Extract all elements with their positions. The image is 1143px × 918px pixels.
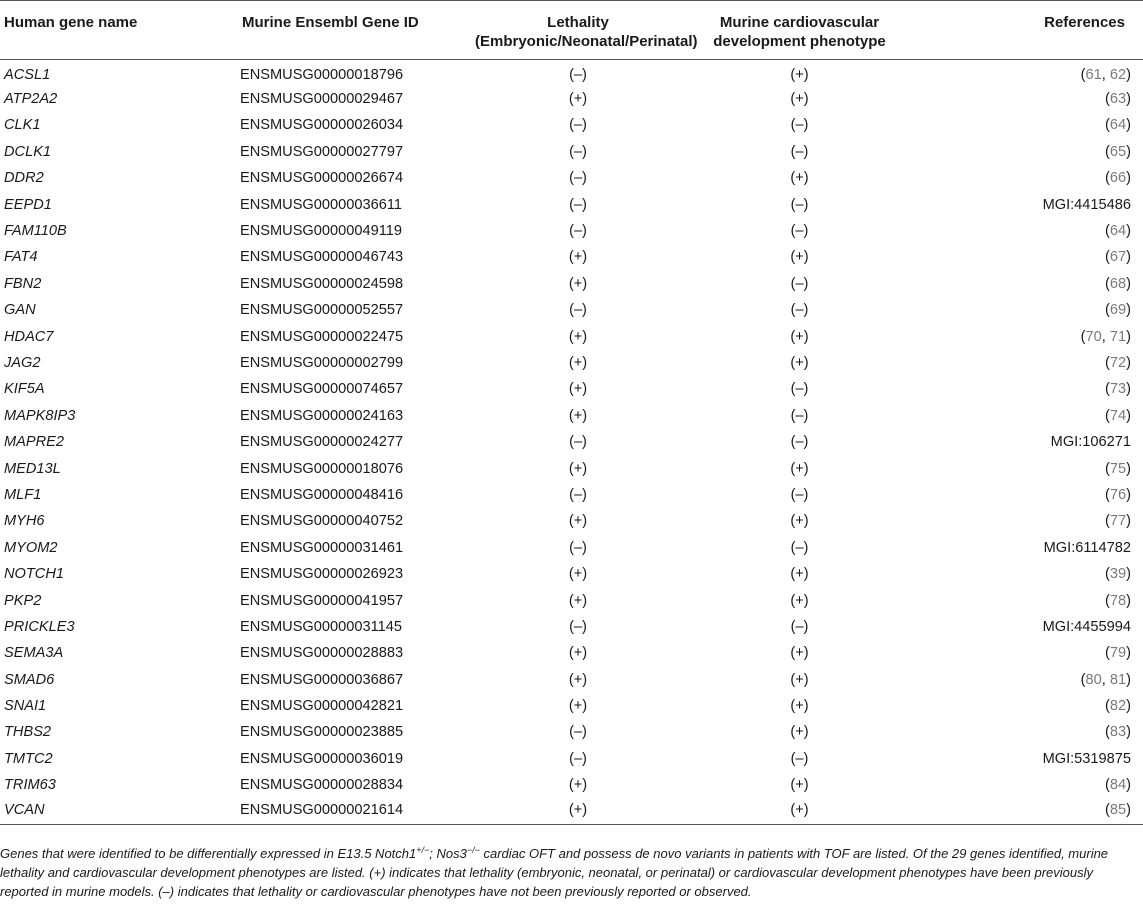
footnote-part2: ; Nos3	[429, 846, 467, 861]
cell-lethality: (+)	[568, 592, 588, 609]
cell-ensembl-id: ENSMUSG00000024598	[240, 275, 404, 292]
cell-references: (66)	[1105, 170, 1131, 187]
cell-references: (70, 71)	[1080, 328, 1131, 345]
cell-human-gene: MYOM2	[4, 539, 58, 556]
cell-references: (76)	[1105, 486, 1131, 503]
cell-cardio-phenotype: (–)	[790, 143, 809, 160]
header-cardio-line1: Murine cardiovascular	[719, 14, 880, 31]
reference-link[interactable]: 84	[1109, 777, 1127, 794]
cell-lethality: (–)	[569, 143, 587, 160]
table-row	[0, 429, 1143, 455]
cell-lethality: (+)	[568, 354, 588, 371]
cell-human-gene: MYH6	[4, 513, 45, 530]
cell-ensembl-id: ENSMUSG00000042821	[240, 698, 404, 715]
table-row	[0, 191, 1143, 217]
cell-human-gene: JAG2	[4, 354, 41, 371]
cell-lethality: (–)	[569, 539, 587, 556]
reference-link[interactable]: 62	[1109, 66, 1127, 83]
cell-cardio-phenotype: (–)	[790, 381, 809, 398]
table-row	[0, 614, 1143, 640]
header-lethality	[471, 1, 698, 60]
cell-references: MGI:106271	[1050, 434, 1131, 451]
table-row	[0, 587, 1143, 613]
reference-link[interactable]: 83	[1109, 724, 1127, 741]
table-body	[0, 60, 1143, 825]
table-row	[0, 746, 1143, 772]
cell-references: (73)	[1105, 381, 1131, 398]
cell-references: (74)	[1105, 407, 1131, 424]
footnote-part1: Genes that were identified to be differentially expressed in E13.5 Notch1	[0, 846, 417, 861]
cell-references: (65)	[1105, 143, 1131, 160]
cell-human-gene: ACSL1	[4, 66, 51, 83]
table-header	[0, 1, 1143, 60]
cell-human-gene: DCLK1	[4, 143, 52, 160]
reference-link[interactable]: 64	[1109, 223, 1127, 240]
cell-ensembl-id: ENSMUSG00000028883	[240, 645, 404, 662]
cell-cardio-phenotype: (+)	[790, 724, 809, 741]
cell-ensembl-id: ENSMUSG00000031461	[240, 539, 404, 556]
reference-link[interactable]: 85	[1109, 802, 1127, 819]
cell-references: MGI:4455994	[1042, 618, 1131, 635]
cell-lethality: (–)	[569, 223, 587, 240]
table-row	[0, 508, 1143, 534]
cell-cardio-phenotype: (+)	[790, 170, 809, 187]
cell-human-gene: MAPRE2	[4, 434, 65, 451]
cell-ensembl-id: ENSMUSG00000028834	[240, 777, 404, 794]
cell-references: (68)	[1105, 275, 1131, 292]
header-row	[0, 1, 1143, 60]
cell-references: MGI:6114782	[1043, 539, 1131, 556]
cell-cardio-phenotype: (+)	[790, 645, 809, 662]
cell-cardio-phenotype: (+)	[790, 671, 809, 688]
cell-human-gene: HDAC7	[4, 328, 54, 345]
cell-cardio-phenotype: (+)	[790, 592, 809, 609]
cell-human-gene: SEMA3A	[4, 645, 64, 662]
cell-references: (82)	[1105, 698, 1131, 715]
table-row	[0, 772, 1143, 798]
cell-references: (64)	[1105, 117, 1131, 134]
cell-ensembl-id: ENSMUSG00000040752	[240, 513, 404, 530]
reference-link[interactable]: 75	[1109, 460, 1127, 477]
cell-ensembl-id: ENSMUSG00000074657	[240, 381, 404, 398]
cell-references: (85)	[914, 798, 1143, 824]
cell-human-gene: NOTCH1	[4, 566, 64, 583]
cell-ensembl-id: ENSMUSG00000018076	[240, 460, 404, 477]
cell-lethality: (+)	[568, 407, 588, 424]
reference-link[interactable]: 74	[1109, 407, 1127, 424]
cell-human-gene: CLK1	[4, 117, 41, 134]
cell-cardio-phenotype: (–)	[790, 407, 809, 424]
cell-cardio-phenotype: (+)	[790, 698, 809, 715]
table-row	[0, 244, 1143, 270]
cell-lethality: (+)	[568, 645, 588, 662]
cell-human-gene: MAPK8IP3	[4, 407, 76, 424]
header-lethality-line1: Lethality	[547, 14, 609, 31]
header-lethality-line2: (Embryonic/Neonatal/Perinatal)	[475, 33, 698, 50]
reference-link[interactable]: 81	[1109, 671, 1127, 688]
cell-lethality: (+)	[568, 249, 588, 266]
footnote-sup2: −/−	[466, 845, 480, 855]
cell-references: MGI:5319875	[1042, 750, 1131, 767]
cell-human-gene: VCAN	[0, 798, 188, 824]
table-row	[0, 376, 1143, 402]
cell-human-gene: KIF5A	[4, 381, 45, 398]
cell-cardio-phenotype: (+)	[790, 66, 809, 83]
cell-references: (69)	[1105, 302, 1131, 319]
cell-ensembl-id: ENSMUSG00000024163	[240, 407, 404, 424]
cell-cardio-phenotype: (–)	[790, 196, 809, 213]
cell-cardio-phenotype: (+)	[790, 354, 809, 371]
footnote-part3: cardiac OFT and possess de novo variants in patients with TOF are listed. Of the 29 genes identified, murine lethality and cardiovascular development phenotypes are listed. (+) indicates that lethality (embryonic, neonatal, or perinatal) or cardiovascular development phenotypes have been previously reported in murine models. (–) indicates that lethality or cardiovascular phenotypes have not been previously reported or observed.	[0, 846, 1109, 899]
cell-ensembl-id: ENSMUSG00000029467	[240, 91, 404, 108]
cell-references: (78)	[1105, 592, 1131, 609]
table-row	[0, 482, 1143, 508]
cell-lethality: (–)	[569, 170, 587, 187]
reference-link[interactable]: 63	[1109, 91, 1127, 108]
cell-cardio-phenotype: (–)	[790, 750, 809, 767]
cell-lethality: (+)	[471, 798, 685, 824]
table-row	[0, 535, 1143, 561]
cell-lethality: (–)	[569, 750, 587, 767]
cell-lethality: (+)	[568, 91, 588, 108]
cell-ensembl-id: ENSMUSG00000023885	[240, 724, 404, 741]
table-row	[0, 112, 1143, 138]
cell-cardio-phenotype: (–)	[790, 486, 809, 503]
cell-cardio-phenotype: (+)	[790, 249, 809, 266]
cell-ensembl-id: ENSMUSG00000024277	[240, 434, 404, 451]
cell-ensembl-id: ENSMUSG00000027797	[240, 143, 404, 160]
table-row	[0, 323, 1143, 349]
cell-lethality: (–)	[569, 618, 587, 635]
cell-ensembl-id: ENSMUSG00000026034	[240, 117, 404, 134]
cell-lethality: (–)	[569, 302, 587, 319]
cell-lethality: (+)	[568, 777, 588, 794]
cell-lethality: (+)	[568, 566, 588, 583]
table-row	[0, 350, 1143, 376]
cell-ensembl-id: ENSMUSG00000036019	[240, 750, 404, 767]
table-row	[0, 165, 1143, 191]
cell-references: (83)	[1105, 724, 1131, 741]
header-cardio-line2: development phenotype	[713, 33, 886, 50]
table-row	[0, 271, 1143, 297]
cell-lethality: (+)	[568, 275, 588, 292]
reference-link[interactable]: 78	[1109, 592, 1127, 609]
cell-cardio-phenotype: (+)	[790, 460, 809, 477]
reference-link[interactable]: 64	[1109, 117, 1127, 134]
cell-references: (72)	[1105, 354, 1131, 371]
cell-lethality: (–)	[569, 196, 587, 213]
cell-human-gene: FAM110B	[4, 223, 67, 240]
cell-human-gene: MED13L	[4, 460, 61, 477]
reference-link[interactable]: 82	[1109, 698, 1127, 715]
cell-human-gene: SNAI1	[4, 698, 47, 715]
cell-cardio-phenotype: (+)	[790, 91, 809, 108]
cell-ensembl-id: ENSMUSG00000031145	[240, 618, 402, 635]
cell-human-gene: FAT4	[4, 249, 38, 266]
header-cardio	[685, 1, 914, 60]
table-row	[0, 640, 1143, 666]
cell-references: MGI:4415486	[1042, 196, 1131, 213]
cell-lethality: (+)	[568, 381, 588, 398]
table-row	[0, 60, 1143, 86]
cell-lethality: (+)	[568, 698, 588, 715]
cell-ensembl-id: ENSMUSG00000049119	[240, 223, 402, 240]
cell-human-gene: DDR2	[4, 170, 44, 187]
cell-cardio-phenotype: (+)	[790, 328, 809, 345]
cell-human-gene: PRICKLE3	[4, 618, 75, 635]
header-human-gene: Human gene name	[0, 1, 188, 60]
cell-ensembl-id: ENSMUSG00000052557	[240, 302, 404, 319]
reference-link[interactable]: 69	[1109, 302, 1127, 319]
cell-lethality: (+)	[568, 513, 588, 530]
reference-link[interactable]: 61	[1085, 66, 1102, 83]
cell-references: (77)	[1105, 513, 1131, 530]
cell-lethality: (–)	[569, 434, 587, 451]
cell-lethality: (–)	[569, 66, 587, 83]
cell-references: (63)	[1105, 91, 1131, 108]
cell-lethality: (–)	[569, 486, 587, 503]
reference-link[interactable]: 39	[1109, 566, 1127, 583]
reference-link[interactable]: 71	[1109, 328, 1127, 345]
cell-cardio-phenotype: (–)	[790, 539, 809, 556]
reference-link[interactable]: 76	[1109, 486, 1127, 503]
table-row	[0, 455, 1143, 481]
table-row	[0, 561, 1143, 587]
reference-link[interactable]: 72	[1109, 354, 1127, 371]
cell-lethality: (–)	[569, 117, 587, 134]
cell-cardio-phenotype: (+)	[685, 798, 914, 824]
cell-cardio-phenotype: (+)	[790, 566, 809, 583]
cell-references: (75)	[1105, 460, 1131, 477]
cell-ensembl-id: ENSMUSG00000018796	[240, 66, 404, 83]
cell-human-gene: SMAD6	[4, 671, 55, 688]
table-row	[0, 139, 1143, 165]
cell-cardio-phenotype: (–)	[790, 302, 809, 319]
cell-human-gene: ATP2A2	[4, 91, 58, 108]
cell-cardio-phenotype: (–)	[790, 223, 809, 240]
cell-references: (80, 81)	[1080, 671, 1131, 688]
cell-ensembl-id: ENSMUSG00000002799	[240, 354, 404, 371]
cell-human-gene: TMTC2	[4, 750, 53, 767]
reference-link[interactable]: 77	[1109, 513, 1127, 530]
cell-ensembl-id: ENSMUSG00000048416	[240, 486, 404, 503]
cell-human-gene: TRIM63	[4, 777, 56, 794]
cell-lethality: (+)	[568, 328, 588, 345]
table-row	[0, 666, 1143, 692]
cell-human-gene: GAN	[4, 302, 36, 319]
cell-lethality: (+)	[568, 671, 588, 688]
cell-cardio-phenotype: (+)	[790, 513, 809, 530]
cell-human-gene: MLF1	[4, 486, 42, 503]
cell-references: (39)	[1105, 566, 1131, 583]
cell-lethality: (+)	[568, 460, 588, 477]
reference-link[interactable]: 66	[1109, 170, 1127, 187]
cell-cardio-phenotype: (–)	[790, 434, 809, 451]
cell-references: (67)	[1105, 249, 1131, 266]
reference-link[interactable]: 80	[1085, 671, 1102, 688]
cell-references: (64)	[1105, 223, 1131, 240]
table-footnote	[0, 844, 1143, 901]
table-row	[0, 693, 1143, 719]
cell-ensembl-id: ENSMUSG00000021614	[188, 798, 471, 824]
cell-ensembl-id: ENSMUSG00000041957	[240, 592, 404, 609]
cell-cardio-phenotype: (+)	[790, 777, 809, 794]
reference-link[interactable]: 73	[1109, 381, 1127, 398]
cell-references: (84)	[1105, 777, 1131, 794]
footnote-sup1: +/−	[416, 845, 430, 855]
cell-references: (61, 62)	[1080, 66, 1131, 83]
cell-ensembl-id: ENSMUSG00000036867	[240, 671, 404, 688]
cell-references: (79)	[1105, 645, 1131, 662]
table-row	[0, 218, 1143, 244]
cell-ensembl-id: ENSMUSG00000046743	[240, 249, 404, 266]
reference-link[interactable]: 70	[1085, 328, 1102, 345]
cell-human-gene: THBS2	[4, 724, 52, 741]
cell-ensembl-id: ENSMUSG00000036611	[240, 196, 402, 213]
header-references: References	[914, 1, 1143, 60]
cell-lethality: (–)	[569, 724, 587, 741]
table-row	[0, 798, 1143, 824]
cell-cardio-phenotype: (–)	[790, 117, 809, 134]
table-row	[0, 86, 1143, 112]
cell-ensembl-id: ENSMUSG00000026923	[240, 566, 404, 583]
reference-link[interactable]: 79	[1109, 645, 1127, 662]
reference-link[interactable]: 68	[1109, 275, 1127, 292]
table-row	[0, 403, 1143, 429]
cell-ensembl-id: ENSMUSG00000026674	[240, 170, 404, 187]
cell-ensembl-id: ENSMUSG00000022475	[240, 328, 404, 345]
cell-human-gene: PKP2	[4, 592, 42, 609]
table-row	[0, 719, 1143, 745]
cell-human-gene: FBN2	[4, 275, 42, 292]
table-row	[0, 297, 1143, 323]
cell-cardio-phenotype: (–)	[790, 275, 809, 292]
header-ensembl-id: Murine Ensembl Gene ID	[188, 1, 471, 60]
reference-link[interactable]: 65	[1109, 143, 1127, 160]
cell-human-gene: EEPD1	[4, 196, 52, 213]
reference-link[interactable]: 67	[1109, 249, 1127, 266]
cell-cardio-phenotype: (–)	[790, 618, 809, 635]
